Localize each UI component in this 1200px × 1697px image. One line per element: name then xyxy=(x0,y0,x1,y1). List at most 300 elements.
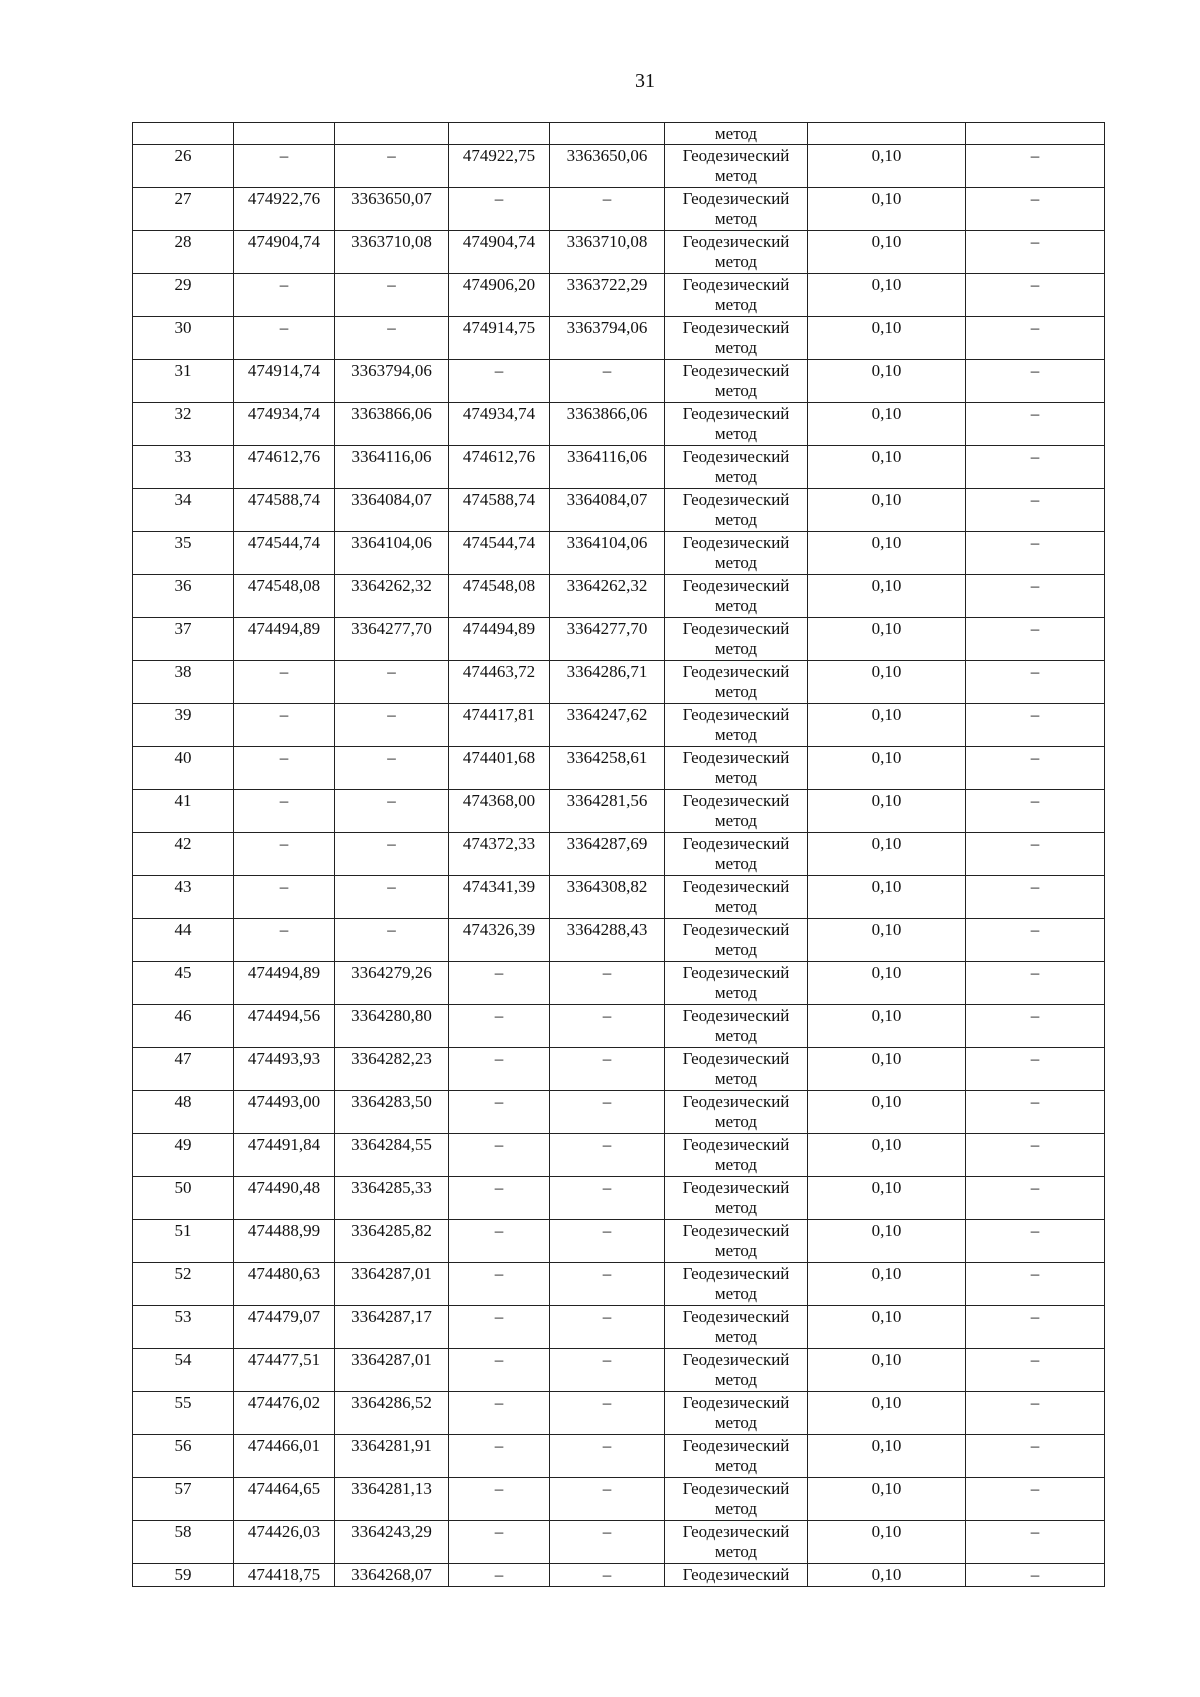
cell-existing-y-text: 3364285,33 xyxy=(351,1178,432,1197)
cell-method xyxy=(665,145,808,188)
method-line1: Геодезический xyxy=(682,1135,790,1154)
cell-point-number xyxy=(133,1220,234,1263)
cell-existing-y xyxy=(335,1521,449,1564)
table-row xyxy=(133,446,1105,489)
cell-accuracy-text: 0,10 xyxy=(871,1479,902,1498)
cell-description-text: – xyxy=(1030,447,1040,466)
cell-description xyxy=(966,575,1105,618)
cell-existing-x-text: – xyxy=(279,705,289,724)
cell-new-y xyxy=(550,188,665,231)
cell-existing-x xyxy=(234,446,335,489)
method-line2: метод xyxy=(714,1456,758,1475)
cell-point-number-text: 26 xyxy=(174,146,192,165)
cell-new-x-text: – xyxy=(494,1307,504,1326)
cell-new-x xyxy=(449,1478,550,1521)
cell-existing-x xyxy=(234,747,335,790)
cell-existing-x-text: 474493,00 xyxy=(247,1092,321,1111)
cell-existing-x xyxy=(234,1134,335,1177)
method-line1: Геодезический xyxy=(682,1264,790,1283)
cell-accuracy xyxy=(808,1220,966,1263)
cell-description-text: – xyxy=(1030,619,1040,638)
table-row xyxy=(133,231,1105,274)
cell-new-x-text: 474463,72 xyxy=(462,662,536,681)
cell-accuracy-text: 0,10 xyxy=(871,1522,902,1541)
table-row xyxy=(133,360,1105,403)
cell-existing-x-text: 474491,84 xyxy=(247,1135,321,1154)
cell-point-number-text: 37 xyxy=(174,619,192,638)
table-row xyxy=(133,790,1105,833)
method-line2: метод xyxy=(714,295,758,314)
cell-point-number xyxy=(133,1392,234,1435)
cell-existing-y xyxy=(335,123,449,145)
cell-accuracy-text: 0,10 xyxy=(871,533,902,552)
method-line1: Геодезический xyxy=(682,1479,790,1498)
cell-existing-x-text: 474548,08 xyxy=(247,576,321,595)
cell-description-text: – xyxy=(1030,275,1040,294)
method-line1: Геодезический xyxy=(682,1178,790,1197)
cell-accuracy xyxy=(808,1306,966,1349)
method-line2: метод xyxy=(714,811,758,830)
cell-point-number-text: 51 xyxy=(174,1221,192,1240)
cell-description xyxy=(966,123,1105,145)
cell-accuracy xyxy=(808,962,966,1005)
cell-new-y-text: – xyxy=(602,361,612,380)
cell-accuracy xyxy=(808,1478,966,1521)
cell-existing-y xyxy=(335,489,449,532)
method-line2: метод xyxy=(714,1069,758,1088)
method-line2: метод xyxy=(714,209,758,228)
cell-new-y-text: – xyxy=(602,1135,612,1154)
cell-point-number-text: 39 xyxy=(174,705,192,724)
cell-description-text: – xyxy=(1030,791,1040,810)
method-line1: Геодезический xyxy=(682,576,790,595)
cell-existing-y-text: – xyxy=(387,662,396,681)
cell-point-number-text: 44 xyxy=(174,920,192,939)
method-line2: метод xyxy=(714,682,758,701)
method-line2: метод xyxy=(714,725,758,744)
cell-existing-y xyxy=(335,231,449,274)
cell-existing-y xyxy=(335,317,449,360)
cell-existing-x-text: 474490,48 xyxy=(247,1178,321,1197)
cell-description-text: – xyxy=(1030,146,1040,165)
cell-method-text: Геодезический xyxy=(682,1565,790,1584)
cell-existing-x-text: 474476,02 xyxy=(247,1393,321,1412)
cell-new-y xyxy=(550,1564,665,1587)
cell-existing-y xyxy=(335,532,449,575)
cell-point-number xyxy=(133,123,234,145)
cell-accuracy xyxy=(808,123,966,145)
cell-new-x-text: – xyxy=(494,1049,504,1068)
cell-new-x-text: 474904,74 xyxy=(462,232,536,251)
cell-new-y xyxy=(550,123,665,145)
cell-description xyxy=(966,403,1105,446)
table-row xyxy=(133,962,1105,1005)
cell-new-x xyxy=(449,790,550,833)
cell-existing-x-text: – xyxy=(279,791,289,810)
cell-accuracy xyxy=(808,360,966,403)
table-row xyxy=(133,1349,1105,1392)
cell-existing-y-text: 3363794,06 xyxy=(351,361,432,380)
cell-existing-y-text: 3364287,01 xyxy=(351,1264,432,1283)
cell-method xyxy=(665,1349,808,1392)
cell-description xyxy=(966,876,1105,919)
cell-point-number-text: 31 xyxy=(174,361,192,380)
cell-existing-y-text: 3364284,55 xyxy=(351,1135,432,1154)
method-line1: Геодезический xyxy=(682,1350,790,1369)
cell-accuracy xyxy=(808,704,966,747)
cell-description-text: – xyxy=(1030,189,1040,208)
method-line2: метод xyxy=(714,1112,758,1131)
method-line2: метод xyxy=(714,897,758,916)
cell-existing-x-text: 474494,89 xyxy=(247,619,321,638)
method-line2: метод xyxy=(714,252,758,271)
cell-method xyxy=(665,317,808,360)
cell-existing-y-text: 3364287,01 xyxy=(351,1350,432,1369)
cell-new-x-text: 474341,39 xyxy=(462,877,536,896)
cell-description xyxy=(966,489,1105,532)
cell-existing-y-text: 3364262,32 xyxy=(351,576,432,595)
cell-existing-y-text: 3364282,23 xyxy=(351,1049,432,1068)
cell-existing-y xyxy=(335,790,449,833)
cell-existing-x xyxy=(234,1478,335,1521)
cell-point-number-text: 41 xyxy=(174,791,192,810)
cell-new-x-text: – xyxy=(494,963,504,982)
method-line2: метод xyxy=(714,596,758,615)
cell-method xyxy=(665,790,808,833)
cell-new-y xyxy=(550,704,665,747)
cell-existing-x xyxy=(234,317,335,360)
cell-new-y-text: – xyxy=(602,1350,612,1369)
cell-existing-x xyxy=(234,704,335,747)
cell-new-y-text: – xyxy=(602,1221,612,1240)
method-line1: Геодезический xyxy=(682,834,790,853)
method-line1: Геодезический xyxy=(682,705,790,724)
cell-accuracy-text: 0,10 xyxy=(871,1178,902,1197)
cell-new-x xyxy=(449,145,550,188)
method-line1: Геодезический xyxy=(682,1522,790,1541)
cell-existing-y xyxy=(335,360,449,403)
cell-description xyxy=(966,1521,1105,1564)
cell-point-number xyxy=(133,446,234,489)
method-line1: Геодезический xyxy=(682,662,790,681)
cell-new-x xyxy=(449,661,550,704)
cell-new-y xyxy=(550,790,665,833)
cell-accuracy xyxy=(808,274,966,317)
cell-new-y-text: 3364286,71 xyxy=(566,662,648,681)
method-line2: метод xyxy=(714,166,758,185)
cell-method xyxy=(665,661,808,704)
cell-method xyxy=(665,1048,808,1091)
method-line2: метод xyxy=(714,1026,758,1045)
cell-new-x xyxy=(449,1564,550,1587)
cell-existing-x xyxy=(234,231,335,274)
cell-point-number xyxy=(133,231,234,274)
cell-existing-x xyxy=(234,1048,335,1091)
method-line1: Геодезический xyxy=(682,232,790,251)
cell-existing-y xyxy=(335,1220,449,1263)
cell-existing-y-text: 3364104,06 xyxy=(351,533,432,552)
cell-method xyxy=(665,575,808,618)
cell-method xyxy=(665,1392,808,1435)
cell-description xyxy=(966,1177,1105,1220)
cell-existing-x-text: 474934,74 xyxy=(247,404,321,423)
table-row xyxy=(133,403,1105,446)
cell-new-x xyxy=(449,532,550,575)
cell-existing-x-text: 474914,74 xyxy=(247,361,321,380)
cell-method xyxy=(665,532,808,575)
cell-point-number xyxy=(133,1349,234,1392)
cell-accuracy xyxy=(808,790,966,833)
cell-existing-y-text: – xyxy=(387,877,396,896)
cell-new-y xyxy=(550,403,665,446)
method-line1: Геодезический xyxy=(682,920,790,939)
cell-new-y xyxy=(550,1134,665,1177)
cell-point-number-text: 34 xyxy=(174,490,192,509)
cell-existing-x-text: 474479,07 xyxy=(247,1307,321,1326)
cell-point-number xyxy=(133,1435,234,1478)
table-row xyxy=(133,188,1105,231)
cell-existing-y-text: 3364280,80 xyxy=(351,1006,432,1025)
method-line2: метод xyxy=(714,639,758,658)
cell-existing-y-text: 3364116,06 xyxy=(351,447,432,466)
cell-new-x-text: 474922,75 xyxy=(462,146,536,165)
method-line2: метод xyxy=(714,1284,758,1303)
cell-new-y xyxy=(550,1263,665,1306)
cell-method xyxy=(665,1220,808,1263)
cell-existing-x-text: – xyxy=(279,748,289,767)
cell-existing-x-text: 474477,51 xyxy=(247,1350,321,1369)
cell-existing-x-text: 474426,03 xyxy=(247,1522,321,1541)
table-row xyxy=(133,704,1105,747)
cell-new-y-text: – xyxy=(602,1393,612,1412)
table-row xyxy=(133,317,1105,360)
cell-point-number-text: 43 xyxy=(174,877,192,896)
cell-description-text: – xyxy=(1030,361,1040,380)
cell-description xyxy=(966,747,1105,790)
cell-accuracy-text: 0,10 xyxy=(871,1307,902,1326)
cell-existing-x-text: 474544,74 xyxy=(247,533,321,552)
cell-point-number xyxy=(133,532,234,575)
table-row xyxy=(133,661,1105,704)
cell-new-y-text: 3364104,06 xyxy=(566,533,648,552)
cell-existing-y-text: – xyxy=(387,834,396,853)
cell-existing-x xyxy=(234,360,335,403)
cell-new-x-text: 474612,76 xyxy=(462,447,536,466)
cell-existing-x-text: – xyxy=(279,834,289,853)
table-body xyxy=(133,123,1105,1587)
table-row xyxy=(133,876,1105,919)
cell-existing-y-text: 3364243,29 xyxy=(351,1522,432,1541)
cell-new-y xyxy=(550,833,665,876)
cell-new-y-text: – xyxy=(602,1264,612,1283)
cell-new-y-text: – xyxy=(602,1006,612,1025)
cell-method xyxy=(665,747,808,790)
cell-point-number xyxy=(133,145,234,188)
cell-new-x xyxy=(449,1091,550,1134)
cell-existing-y-text: – xyxy=(387,275,396,294)
cell-accuracy xyxy=(808,317,966,360)
method-line1: Геодезический xyxy=(682,533,790,552)
cell-new-y-text: 3363866,06 xyxy=(566,404,648,423)
cell-point-number xyxy=(133,1521,234,1564)
cell-new-x-text: – xyxy=(494,1135,504,1154)
cell-description xyxy=(966,962,1105,1005)
method-line2: метод xyxy=(714,553,758,572)
method-line1: Геодезический xyxy=(682,1436,790,1455)
method-line2: метод xyxy=(714,467,758,486)
cell-existing-y xyxy=(335,1392,449,1435)
cell-existing-x-text: 474588,74 xyxy=(247,490,321,509)
cell-existing-x xyxy=(234,1177,335,1220)
cell-description-text: – xyxy=(1030,1006,1040,1025)
cell-new-y xyxy=(550,661,665,704)
cell-point-number xyxy=(133,1306,234,1349)
method-line1: Геодезический xyxy=(682,1092,790,1111)
cell-point-number-text: 53 xyxy=(174,1307,192,1326)
method-line2: метод xyxy=(714,940,758,959)
cell-existing-y xyxy=(335,1134,449,1177)
table-row xyxy=(133,1306,1105,1349)
cell-method xyxy=(665,1521,808,1564)
cell-point-number-text: 27 xyxy=(174,189,192,208)
cell-new-y-text: – xyxy=(602,1049,612,1068)
cell-existing-y-text: 3364287,17 xyxy=(351,1307,432,1326)
cell-existing-y xyxy=(335,1435,449,1478)
cell-point-number-text: 59 xyxy=(174,1565,192,1584)
cell-description-text: – xyxy=(1030,576,1040,595)
cell-point-number-text: 55 xyxy=(174,1393,192,1412)
cell-description xyxy=(966,231,1105,274)
cell-point-number-text: 50 xyxy=(174,1178,192,1197)
cell-description-text: – xyxy=(1030,490,1040,509)
cell-new-y-text: 3363722,29 xyxy=(566,275,648,294)
cell-point-number-text: 42 xyxy=(174,834,192,853)
method-line2: метод xyxy=(714,1499,758,1518)
cell-new-y xyxy=(550,1177,665,1220)
cell-new-x-text: – xyxy=(494,361,504,380)
cell-point-number-text: 54 xyxy=(174,1350,192,1369)
cell-new-y xyxy=(550,747,665,790)
method-line2: метод xyxy=(714,424,758,443)
cell-accuracy xyxy=(808,1521,966,1564)
cell-point-number-text: 45 xyxy=(174,963,192,982)
method-line1: Геодезический xyxy=(682,275,790,294)
cell-new-y xyxy=(550,1478,665,1521)
cell-description-text: – xyxy=(1030,1264,1040,1283)
cell-accuracy xyxy=(808,1005,966,1048)
cell-new-x-text: – xyxy=(494,1479,504,1498)
method-line2: метод xyxy=(714,381,758,400)
cell-new-y-text: 3364308,82 xyxy=(566,877,648,896)
cell-new-x xyxy=(449,1435,550,1478)
cell-existing-x xyxy=(234,575,335,618)
cell-method xyxy=(665,962,808,1005)
table-row xyxy=(133,1134,1105,1177)
cell-new-x xyxy=(449,1134,550,1177)
cell-existing-x-text: 474488,99 xyxy=(247,1221,321,1240)
cell-accuracy xyxy=(808,575,966,618)
cell-new-x xyxy=(449,747,550,790)
cell-new-x xyxy=(449,1349,550,1392)
cell-description xyxy=(966,1478,1105,1521)
cell-point-number xyxy=(133,1048,234,1091)
cell-new-y-text: 3364116,06 xyxy=(566,447,648,466)
cell-existing-y-text: 3363710,08 xyxy=(351,232,432,251)
cell-accuracy-text: 0,10 xyxy=(871,791,902,810)
cell-new-x-text: 474401,68 xyxy=(462,748,536,767)
cell-accuracy-text: 0,10 xyxy=(871,146,902,165)
method-line2: метод xyxy=(714,854,758,873)
cell-existing-x-text: – xyxy=(279,877,289,896)
cell-new-y xyxy=(550,145,665,188)
cell-accuracy-text: 0,10 xyxy=(871,748,902,767)
cell-existing-y xyxy=(335,145,449,188)
cell-new-x-text: 474906,20 xyxy=(462,275,536,294)
cell-accuracy xyxy=(808,532,966,575)
cell-description xyxy=(966,1263,1105,1306)
cell-method xyxy=(665,1306,808,1349)
cell-new-x-text: – xyxy=(494,1565,504,1584)
cell-existing-x-text: 474922,76 xyxy=(247,189,321,208)
cell-existing-y-text: 3363650,07 xyxy=(351,189,432,208)
cell-point-number xyxy=(133,618,234,661)
cell-accuracy xyxy=(808,1392,966,1435)
cell-point-number-text: 28 xyxy=(174,232,192,251)
cell-new-x xyxy=(449,1220,550,1263)
cell-existing-x xyxy=(234,790,335,833)
cell-accuracy xyxy=(808,1048,966,1091)
table-row xyxy=(133,1392,1105,1435)
cell-point-number-text: 46 xyxy=(174,1006,192,1025)
cell-existing-x xyxy=(234,1521,335,1564)
cell-point-number xyxy=(133,919,234,962)
cell-new-x xyxy=(449,1177,550,1220)
cell-description-text: – xyxy=(1030,1178,1040,1197)
cell-description-text: – xyxy=(1030,318,1040,337)
method-line1: Геодезический xyxy=(682,791,790,810)
table-row xyxy=(133,1220,1105,1263)
cell-description-text: – xyxy=(1030,1092,1040,1111)
cell-existing-y xyxy=(335,446,449,489)
cell-existing-x xyxy=(234,489,335,532)
cell-accuracy-text: 0,10 xyxy=(871,447,902,466)
cell-new-y-text: – xyxy=(602,1092,612,1111)
cell-new-y-text: 3363650,06 xyxy=(566,146,648,165)
cell-method xyxy=(665,446,808,489)
cell-new-x xyxy=(449,317,550,360)
method-line1: Геодезический xyxy=(682,963,790,982)
cell-point-number-text: 36 xyxy=(174,576,192,595)
cell-description xyxy=(966,704,1105,747)
method-line2: метод xyxy=(714,1198,758,1217)
cell-new-y-text: 3364262,32 xyxy=(566,576,648,595)
cell-description xyxy=(966,1091,1105,1134)
cell-existing-x-text: – xyxy=(279,920,289,939)
cell-point-number-text: 35 xyxy=(174,533,192,552)
cell-existing-y xyxy=(335,876,449,919)
method-line2: метод xyxy=(714,338,758,357)
method-line1: Геодезический xyxy=(682,1307,790,1326)
cell-new-y xyxy=(550,618,665,661)
method-line1: Геодезический xyxy=(682,877,790,896)
cell-existing-y-text: – xyxy=(387,146,396,165)
table-row-continued xyxy=(133,123,1105,145)
cell-description xyxy=(966,188,1105,231)
cell-new-y xyxy=(550,360,665,403)
cell-new-x-text: 474588,74 xyxy=(462,490,536,509)
cell-existing-y xyxy=(335,1005,449,1048)
cell-point-number xyxy=(133,790,234,833)
